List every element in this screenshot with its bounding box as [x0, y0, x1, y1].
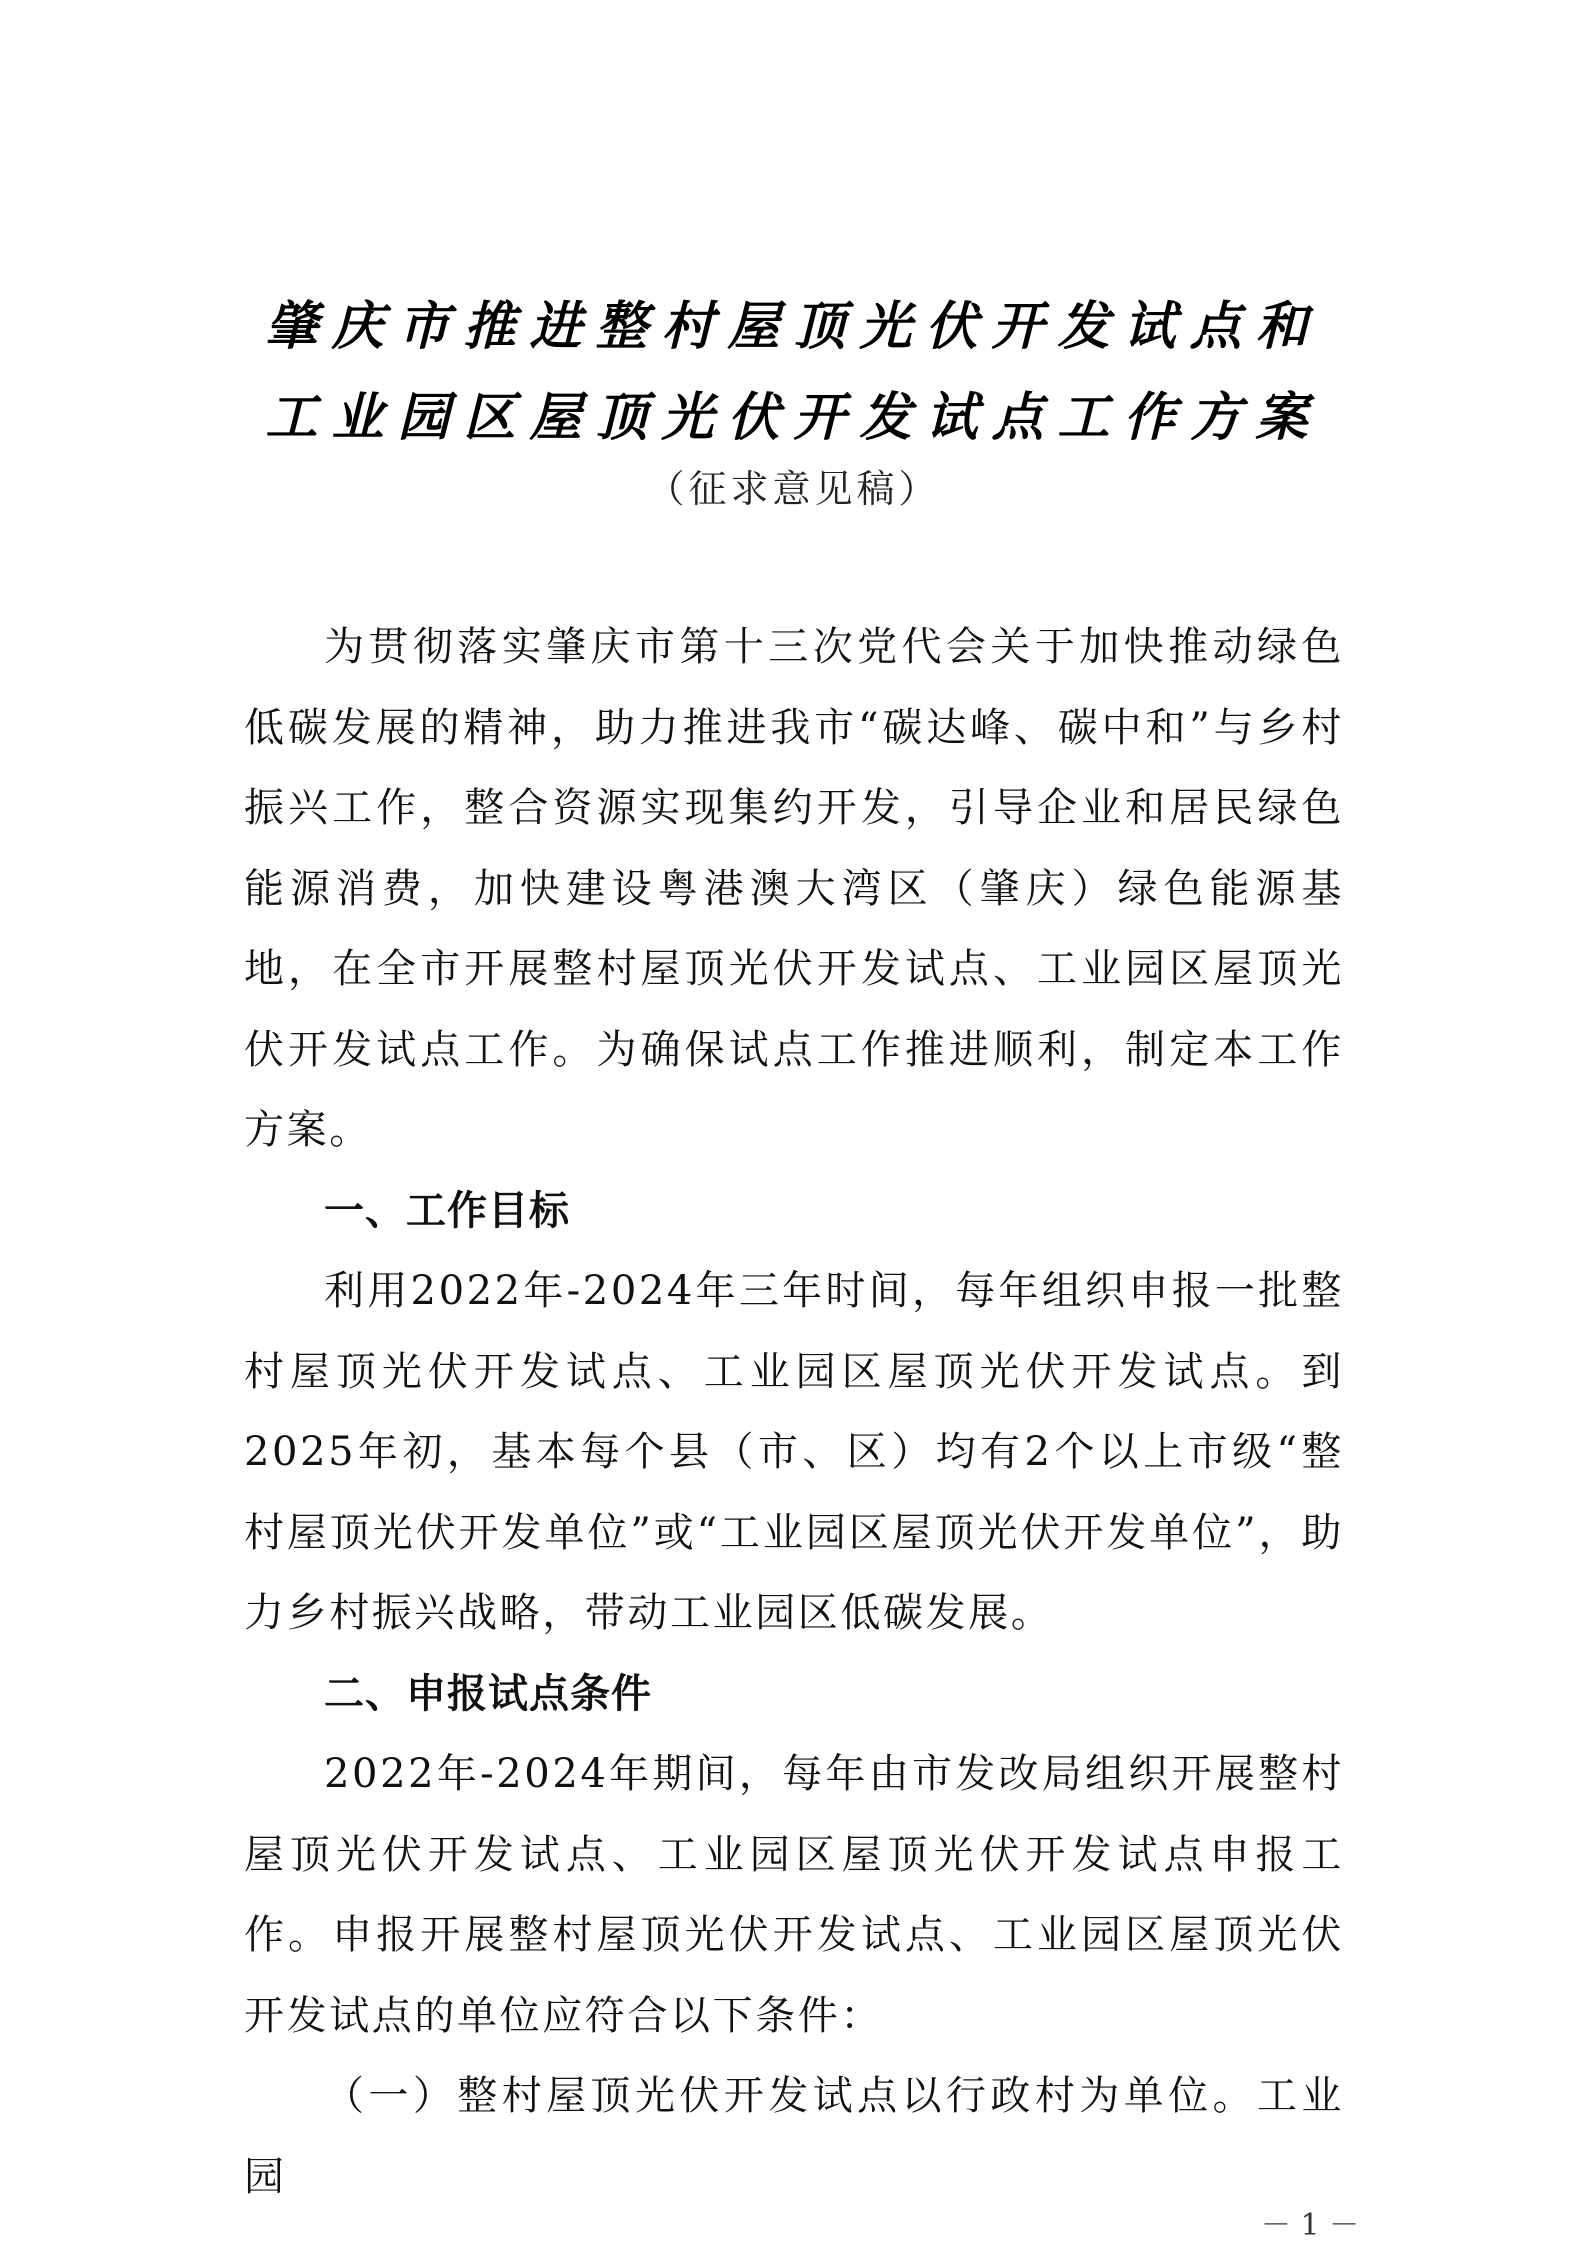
document-body [244, 607, 1344, 2217]
document-subtitle: （征求意见稿） [646, 467, 941, 511]
page-number: － 1 － [1260, 2208, 1360, 2243]
conditions-paragraph: 2022年-2024年期间，每年由市发改局组织开展整村屋顶光伏开发试点、工业园区屋顶光伏开发试点申报工作。申报开展整村屋顶光伏开发试点、工业园区屋顶光伏开发试点的单位应符合以下条件： [244, 1751, 1344, 2039]
document-title-line-2: 工业园区屋顶光伏开发试点工作方案 [265, 387, 1322, 448]
condition-item-1: （一）整村屋顶光伏开发试点以行政村为单位。工业园 [244, 2073, 1344, 2200]
section-heading-goals: 一、工作目标 [324, 1187, 570, 1234]
goals-paragraph: 利用2022年-2024年三年时间，每年组织申报一批整村屋顶光伏开发试点、工业园区屋顶光伏开发试点。到2025年初，基本每个县（市、区）均有2个以上市级“整村屋顶光伏开发单位”或“工业园区屋顶光伏开发单位”，助力乡村振兴战略，带动工业园区低碳发展。 [244, 1268, 1344, 1636]
intro-paragraph: 为贯彻落实肇庆市第十三次党代会关于加快推动绿色低碳发展的精神，助力推进我市“碳达峰、碳中和”与乡村振兴工作，整合资源实现集约开发，引导企业和居民绿色能源消费，加快建设粤港澳大湾区（肇庆）绿色能源基地，在全市开展整村屋顶光伏开发试点、工业园区屋顶光伏开发试点工作。为确保试点工作推进顺利，制定本工作方案。 [244, 624, 1344, 1153]
section-heading-conditions: 二、申报试点条件 [324, 1670, 652, 1717]
document-title-line-1: 肇庆市推进整村屋顶光伏开发试点和 [265, 296, 1322, 357]
